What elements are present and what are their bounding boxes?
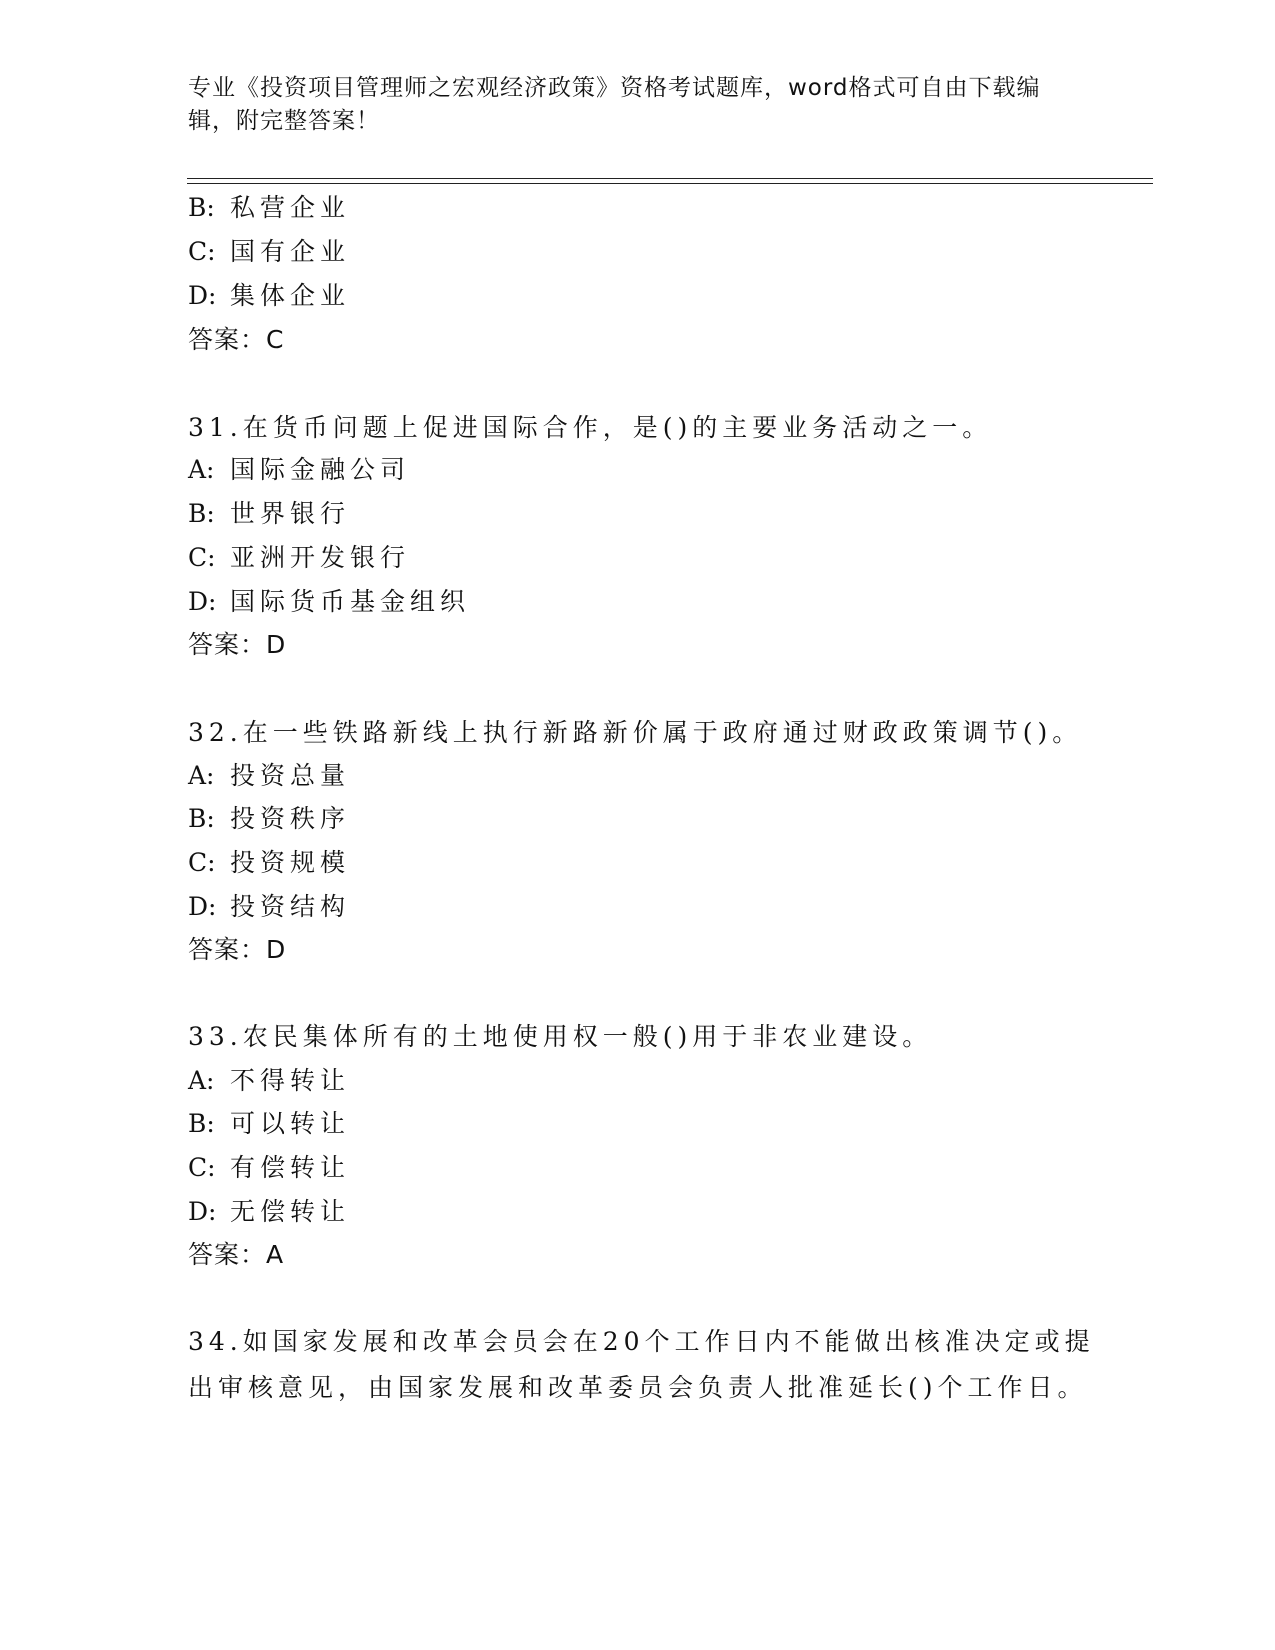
document-header xyxy=(188,72,1088,138)
option-text: 可以转让 xyxy=(230,1109,351,1138)
option-c xyxy=(188,542,410,574)
option-d xyxy=(188,891,350,923)
header-divider-bottom xyxy=(187,183,1153,184)
option-key: D: xyxy=(188,587,217,616)
option-text: 集体企业 xyxy=(230,281,351,310)
option-text: 国有企业 xyxy=(230,237,351,266)
option-key: B: xyxy=(188,804,215,833)
option-c xyxy=(188,1152,350,1184)
question-stem-31: 31.在货币问题上促进国际合作，是()的主要业务活动之一。 xyxy=(188,413,993,442)
option-text: 世界银行 xyxy=(230,499,351,528)
option-key: A: xyxy=(188,761,215,790)
option-a xyxy=(188,760,350,792)
option-b xyxy=(188,1108,350,1140)
answer-line: 答案：D xyxy=(188,935,287,964)
option-text: 投资结构 xyxy=(230,892,351,921)
option-text: 国际货币基金组织 xyxy=(230,587,471,616)
option-text: 不得转让 xyxy=(230,1066,351,1095)
option-a xyxy=(188,1065,350,1097)
option-c xyxy=(188,847,350,879)
option-d xyxy=(188,280,350,312)
option-key: B: xyxy=(188,1109,215,1138)
option-key: C: xyxy=(188,1153,216,1182)
option-b xyxy=(188,498,350,530)
option-b xyxy=(188,192,350,224)
option-d xyxy=(188,1196,350,1228)
option-key: C: xyxy=(188,237,216,266)
option-key: C: xyxy=(188,543,216,572)
option-b xyxy=(188,803,350,835)
option-text: 有偿转让 xyxy=(230,1153,351,1182)
option-d xyxy=(188,586,470,618)
option-key: D: xyxy=(188,1197,217,1226)
option-text: 投资总量 xyxy=(230,761,351,790)
option-key: C: xyxy=(188,848,216,877)
question-stem-33: 33.农民集体所有的土地使用权一般()用于非农业建设。 xyxy=(188,1022,933,1051)
option-text: 私营企业 xyxy=(230,193,351,222)
question-stem-34-line-1: 34.如国家发展和改革会员会在20个工作日内不能做出核准决定或提 xyxy=(188,1327,1095,1356)
answer-line: 答案：A xyxy=(188,1240,285,1269)
option-key: D: xyxy=(188,892,217,921)
option-text: 亚洲开发银行 xyxy=(230,543,411,572)
option-key: B: xyxy=(188,193,215,222)
answer-line: 答案：D xyxy=(188,630,287,659)
header-divider-top xyxy=(187,178,1153,179)
option-text: 投资秩序 xyxy=(230,804,351,833)
answer-line: 答案：C xyxy=(188,325,285,354)
header-line-1: 专业《投资项目管理师之宏观经济政策》资格考试题库，word格式可自由下载编 xyxy=(188,75,1041,101)
option-text: 投资规模 xyxy=(230,848,351,877)
option-text: 国际金融公司 xyxy=(230,455,411,484)
question-stem-32: 32.在一些铁路新线上执行新路新价属于政府通过财政政策调节()。 xyxy=(188,718,1083,747)
option-text: 无偿转让 xyxy=(230,1197,351,1226)
option-key: A: xyxy=(188,1066,215,1095)
option-key: D: xyxy=(188,281,217,310)
option-key: A: xyxy=(188,455,215,484)
option-a xyxy=(188,454,410,486)
option-c xyxy=(188,236,350,268)
header-line-2: 辑，附完整答案！ xyxy=(188,108,380,134)
question-stem-34-line-2: 出审核意见，由国家发展和改革委员会负责人批准延长()个工作日。 xyxy=(188,1373,1088,1402)
option-key: B: xyxy=(188,499,215,528)
